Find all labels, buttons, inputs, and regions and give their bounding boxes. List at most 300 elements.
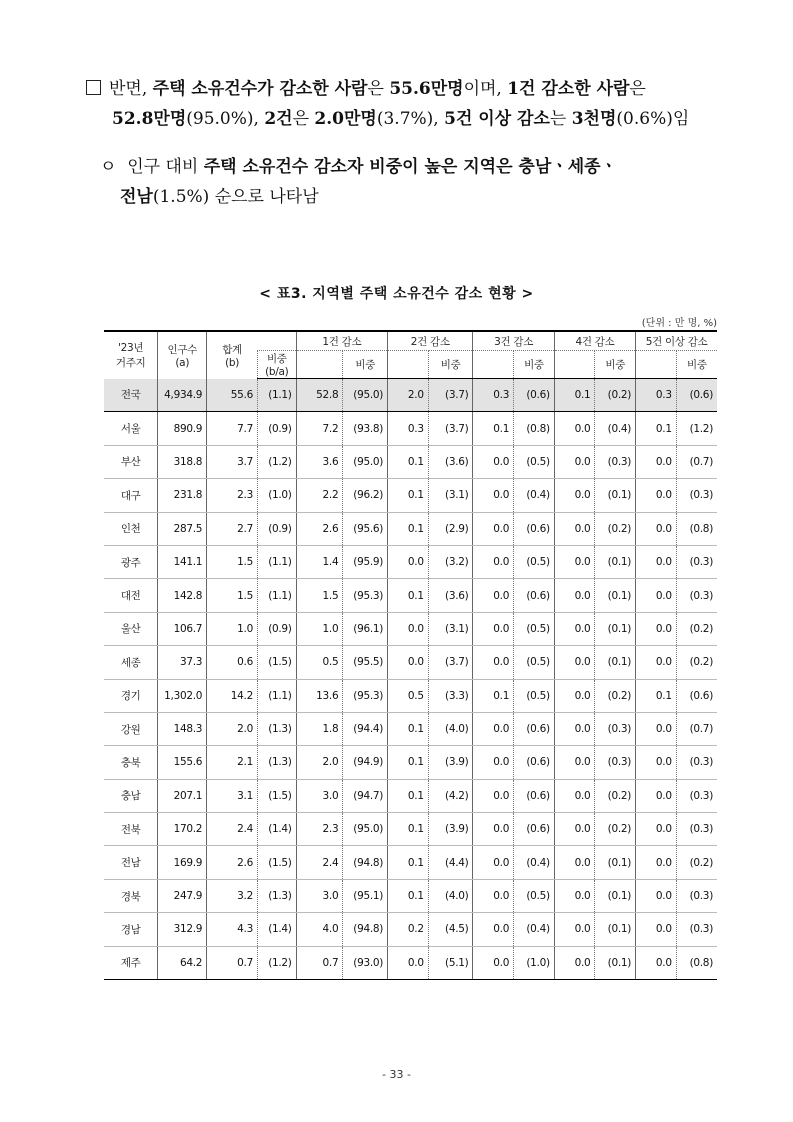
value-cell: 142.8 [158,579,207,612]
header-total [207,331,258,379]
header-count [473,351,514,379]
value-cell: (0.5) [514,445,555,478]
value-cell: (3.1) [428,612,473,645]
table-row [104,579,717,612]
paragraph-line-2 [86,104,736,134]
value-cell: 1.5 [296,579,343,612]
value-cell: 2.6 [296,512,343,545]
region-cell: 경북 [104,879,158,912]
value-cell: 0.0 [636,512,677,545]
value-cell: 0.1 [388,879,429,912]
value-cell: 0.0 [636,712,677,745]
value-cell: (1.3) [257,712,296,745]
page-number: - 33 - [382,1068,411,1081]
value-cell: 4,934.9 [158,379,207,412]
value-cell: (0.4) [514,479,555,512]
header-decrease-2: 2건 감소 [388,331,473,351]
region-cell: 서울 [104,412,158,445]
value-cell: (3.7) [428,646,473,679]
value-cell: (4.5) [428,913,473,946]
bold-run: 55.6만명 [389,79,464,99]
region-cell: 경남 [104,913,158,946]
value-cell: (1.5) [257,846,296,879]
value-cell: 0.0 [636,879,677,912]
value-cell: 0.0 [554,646,595,679]
value-cell: (0.4) [595,412,636,445]
region-cell: 대전 [104,579,158,612]
value-cell: (0.3) [595,445,636,478]
circle-bullet-icon: ㅇ [100,157,117,177]
value-cell: (0.1) [595,879,636,912]
value-cell: (93.8) [343,412,388,445]
value-cell: 13.6 [296,679,343,712]
value-cell: (0.1) [595,545,636,578]
bold-run: 2.0만명 [314,109,377,129]
table-row [104,813,717,846]
value-cell: 1.4 [296,545,343,578]
value-cell: 0.0 [473,913,514,946]
value-cell: 37.3 [158,646,207,679]
value-cell: 231.8 [158,479,207,512]
value-cell: 1.0 [207,612,258,645]
header-share: 비중 [428,351,473,379]
region-cell: 전북 [104,813,158,846]
region-cell: 대구 [104,479,158,512]
region-cell: 광주 [104,545,158,578]
summary-paragraph [86,74,736,134]
value-cell: (1.3) [257,746,296,779]
value-cell: 0.0 [554,779,595,812]
header-share: 비중 [676,351,717,379]
value-cell: (0.6) [514,746,555,779]
value-cell: 0.0 [473,646,514,679]
value-cell: 207.1 [158,779,207,812]
value-cell: (3.1) [428,479,473,512]
value-cell: 0.0 [636,646,677,679]
value-cell: (0.3) [676,813,717,846]
value-cell: (0.8) [514,412,555,445]
text-run: 은 [292,109,315,129]
value-cell: (0.8) [676,946,717,979]
value-cell: (0.6) [514,779,555,812]
value-cell: 0.1 [554,379,595,412]
paragraph-line-2 [100,182,740,212]
value-cell: 3.6 [296,445,343,478]
value-cell: 0.0 [636,545,677,578]
value-cell: 4.0 [296,913,343,946]
region-cell: 전남 [104,846,158,879]
value-cell: (1.1) [257,545,296,578]
value-cell: 2.2 [296,479,343,512]
value-cell: (0.9) [257,412,296,445]
region-cell: 인천 [104,512,158,545]
value-cell: 287.5 [158,512,207,545]
value-cell: (0.2) [595,679,636,712]
value-cell: (95.3) [343,679,388,712]
value-cell: (3.6) [428,445,473,478]
value-cell: 0.0 [636,445,677,478]
header-count [296,351,343,379]
value-cell: (0.5) [514,679,555,712]
value-cell: 0.7 [296,946,343,979]
value-cell: (95.1) [343,879,388,912]
value-cell: (0.3) [595,746,636,779]
value-cell: (96.1) [343,612,388,645]
value-cell: 0.1 [388,479,429,512]
region-cell: 제주 [104,946,158,979]
header-blank [257,331,296,351]
value-cell: (94.8) [343,846,388,879]
value-cell: 0.0 [554,813,595,846]
value-cell: 0.0 [554,612,595,645]
value-cell: (0.7) [676,712,717,745]
value-cell: 0.0 [636,579,677,612]
value-cell: 0.0 [636,479,677,512]
value-cell: 0.1 [388,746,429,779]
value-cell: 3.2 [207,879,258,912]
value-cell: (0.2) [595,512,636,545]
header-text: 합계 [222,343,242,356]
value-cell: 0.0 [636,779,677,812]
value-cell: 3.7 [207,445,258,478]
header-text: 인구수 [167,343,198,356]
value-cell: 0.0 [636,746,677,779]
value-cell: (1.2) [676,412,717,445]
value-cell: 1.0 [296,612,343,645]
value-cell: (95.3) [343,579,388,612]
value-cell: 2.4 [207,813,258,846]
value-cell: 0.0 [554,479,595,512]
value-cell: (1.5) [257,779,296,812]
value-cell: 0.0 [554,712,595,745]
value-cell: 0.0 [473,712,514,745]
value-cell: (0.3) [676,545,717,578]
bold-run: 주택 소유건수 감소자 비중이 높은 지역은 충남ㆍ세종ㆍ [203,157,617,177]
value-cell: 0.0 [554,879,595,912]
value-cell: 55.6 [207,379,258,412]
value-cell: (94.8) [343,913,388,946]
value-cell: 0.0 [554,913,595,946]
value-cell: 0.0 [388,612,429,645]
value-cell: (0.3) [676,479,717,512]
unit-note: (단위 : 만 명, %) [641,318,717,329]
region-cell: 세종 [104,646,158,679]
header-share: 비중 [514,351,555,379]
value-cell: (0.6) [514,712,555,745]
value-cell: (1.0) [257,479,296,512]
value-cell: (0.2) [595,779,636,812]
text-run: 인구 대비 [127,157,204,177]
value-cell: 0.1 [388,846,429,879]
value-cell: 0.7 [207,946,258,979]
value-cell: (0.1) [595,913,636,946]
header-share: 비중 [343,351,388,379]
value-cell: (0.6) [514,512,555,545]
value-cell: (4.2) [428,779,473,812]
value-cell: 0.0 [388,946,429,979]
value-cell: (1.1) [257,379,296,412]
value-cell: (0.9) [257,512,296,545]
value-cell: 155.6 [158,746,207,779]
table-row [104,712,717,745]
value-cell: (0.3) [676,779,717,812]
text-run: (1.5%) 순으로 나타남 [152,187,319,207]
text-run: 은 [629,79,646,99]
value-cell: 247.9 [158,879,207,912]
value-cell: 0.1 [636,412,677,445]
header-text: '23년 [118,342,144,355]
value-cell: 0.1 [388,779,429,812]
value-cell: 0.0 [473,946,514,979]
value-cell: (0.3) [676,579,717,612]
value-cell: 0.5 [296,646,343,679]
header-decrease-4: 4건 감소 [554,331,635,351]
value-cell: 0.0 [473,612,514,645]
value-cell: (0.1) [595,479,636,512]
value-cell: (0.3) [676,913,717,946]
value-cell: (0.6) [676,379,717,412]
value-cell: 2.3 [296,813,343,846]
value-cell: (5.1) [428,946,473,979]
value-cell: (1.2) [257,445,296,478]
value-cell: 0.1 [473,412,514,445]
table-row [104,679,717,712]
value-cell: 3.0 [296,779,343,812]
value-cell: (1.4) [257,813,296,846]
value-cell: 169.9 [158,846,207,879]
value-cell: 0.0 [473,746,514,779]
value-cell: (0.5) [514,646,555,679]
region-cell: 강원 [104,712,158,745]
value-cell: (3.6) [428,579,473,612]
header-text: (b) [225,356,240,369]
header-text: (a) [175,356,190,369]
value-cell: 0.0 [554,579,595,612]
value-cell: (0.1) [595,946,636,979]
value-cell: 2.6 [207,846,258,879]
bold-run: 주택 소유건수가 감소한 사람 [152,79,368,99]
value-cell: 0.0 [554,545,595,578]
region-cell: 충북 [104,746,158,779]
value-cell: 0.3 [473,379,514,412]
value-cell: (0.2) [676,646,717,679]
value-cell: 0.0 [554,746,595,779]
value-cell: (0.3) [676,879,717,912]
bold-run: 52.8만명 [112,109,187,129]
header-population [158,331,207,379]
value-cell: 0.1 [388,712,429,745]
value-cell: 3.0 [296,879,343,912]
table-title: < 표3. 지역별 주택 소유건수 감소 현황 > [259,286,534,302]
value-cell: (0.7) [676,445,717,478]
table-row [104,445,717,478]
value-cell: (1.0) [514,946,555,979]
value-cell: (0.2) [676,612,717,645]
value-cell: (0.5) [514,612,555,645]
value-cell: (0.9) [257,612,296,645]
value-cell: (0.6) [514,579,555,612]
value-cell: 7.7 [207,412,258,445]
value-cell: 1.5 [207,545,258,578]
value-cell: (0.4) [514,913,555,946]
value-cell: 0.5 [388,679,429,712]
value-cell: 0.0 [554,412,595,445]
table-body [104,379,717,980]
value-cell: (1.1) [257,579,296,612]
value-cell: 1,302.0 [158,679,207,712]
text-run: 반면, [109,79,153,99]
value-cell: 0.2 [388,913,429,946]
value-cell: 148.3 [158,712,207,745]
value-cell: 2.0 [296,746,343,779]
value-cell: 2.1 [207,746,258,779]
value-cell: 0.0 [473,512,514,545]
value-cell: 2.3 [207,479,258,512]
value-cell: (1.4) [257,913,296,946]
bold-run: 2건 [264,109,293,129]
value-cell: (0.1) [595,579,636,612]
value-cell: (3.9) [428,746,473,779]
value-cell: 0.0 [388,646,429,679]
value-cell: (0.5) [514,545,555,578]
value-cell: (94.4) [343,712,388,745]
value-cell: 0.0 [473,813,514,846]
value-cell: 0.3 [388,412,429,445]
table-row [104,479,717,512]
region-cell: 울산 [104,612,158,645]
table-row [104,646,717,679]
table-row [104,412,717,445]
header-decrease-1: 1건 감소 [296,331,387,351]
value-cell: 0.0 [473,846,514,879]
header-share: 비중 [595,351,636,379]
value-cell: (3.2) [428,545,473,578]
value-cell: (2.9) [428,512,473,545]
value-cell: 0.0 [473,779,514,812]
value-cell: 0.0 [473,879,514,912]
table-row [104,913,717,946]
value-cell: 2.7 [207,512,258,545]
value-cell: (0.6) [514,813,555,846]
value-cell: (95.0) [343,445,388,478]
table-row [104,746,717,779]
value-cell: 4.3 [207,913,258,946]
value-cell: 318.8 [158,445,207,478]
bold-run: 1건 감소한 사람 [507,79,630,99]
value-cell: (1.2) [257,946,296,979]
value-cell: 0.0 [473,579,514,612]
value-cell: 106.7 [158,612,207,645]
text-run: 는 [549,109,572,129]
value-cell: (3.7) [428,412,473,445]
text-run: (95.0%), [186,109,265,129]
header-text: (b/a) [265,366,289,378]
value-cell: 0.0 [473,445,514,478]
value-cell: 0.0 [473,545,514,578]
value-cell: 0.1 [388,813,429,846]
value-cell: 7.2 [296,412,343,445]
value-cell: (3.7) [428,379,473,412]
value-cell: 0.0 [554,946,595,979]
value-cell: 0.0 [554,679,595,712]
region-cell: 충남 [104,779,158,812]
checkbox-bullet-icon [86,80,101,95]
value-cell: (0.8) [676,512,717,545]
value-cell: (0.6) [514,379,555,412]
table-row [104,946,717,979]
value-cell: 890.9 [158,412,207,445]
value-cell: 0.1 [388,579,429,612]
decrease-by-region-table [104,330,717,980]
value-cell: 1.5 [207,579,258,612]
detail-paragraph [100,152,740,212]
header-text: 거주지 [115,357,146,370]
header-text: 비중 [266,353,287,365]
value-cell: (1.5) [257,646,296,679]
value-cell: 14.2 [207,679,258,712]
value-cell: (0.4) [514,846,555,879]
value-cell: (4.0) [428,712,473,745]
text-run: 은 [367,79,390,99]
table-row [104,545,717,578]
value-cell: (0.5) [514,879,555,912]
value-cell: 0.0 [636,846,677,879]
value-cell: (0.2) [595,379,636,412]
value-cell: 0.0 [554,846,595,879]
table-row [104,779,717,812]
value-cell: (95.5) [343,646,388,679]
header-decrease-5plus: 5건 이상 감소 [636,331,717,351]
value-cell: (3.9) [428,813,473,846]
header-decrease-3: 3건 감소 [473,331,554,351]
table-row [104,512,717,545]
value-cell: (94.7) [343,779,388,812]
value-cell: (0.2) [676,846,717,879]
region-cell: 부산 [104,445,158,478]
value-cell: 0.0 [636,612,677,645]
header-count [636,351,677,379]
value-cell: 64.2 [158,946,207,979]
value-cell: 3.1 [207,779,258,812]
value-cell: 0.0 [473,479,514,512]
value-cell: 2.4 [296,846,343,879]
value-cell: (96.2) [343,479,388,512]
value-cell: (0.3) [595,712,636,745]
text-run: 이며, [463,79,508,99]
value-cell: (4.4) [428,846,473,879]
header-count [388,351,429,379]
value-cell: 312.9 [158,913,207,946]
header-residence [104,331,158,379]
header-ratio [257,351,296,379]
value-cell: (0.1) [595,612,636,645]
value-cell: 0.0 [636,813,677,846]
bold-run: 전남 [120,187,153,207]
value-cell: 0.0 [554,512,595,545]
value-cell: (0.3) [676,746,717,779]
value-cell: 1.8 [296,712,343,745]
value-cell: 0.0 [388,545,429,578]
value-cell: 0.1 [388,445,429,478]
text-run: (3.7%), [376,109,445,129]
value-cell: (95.6) [343,512,388,545]
table-row [104,612,717,645]
table-row [104,879,717,912]
table-row [104,846,717,879]
table-row [104,379,717,412]
value-cell: 2.0 [207,712,258,745]
value-cell: 0.0 [636,913,677,946]
